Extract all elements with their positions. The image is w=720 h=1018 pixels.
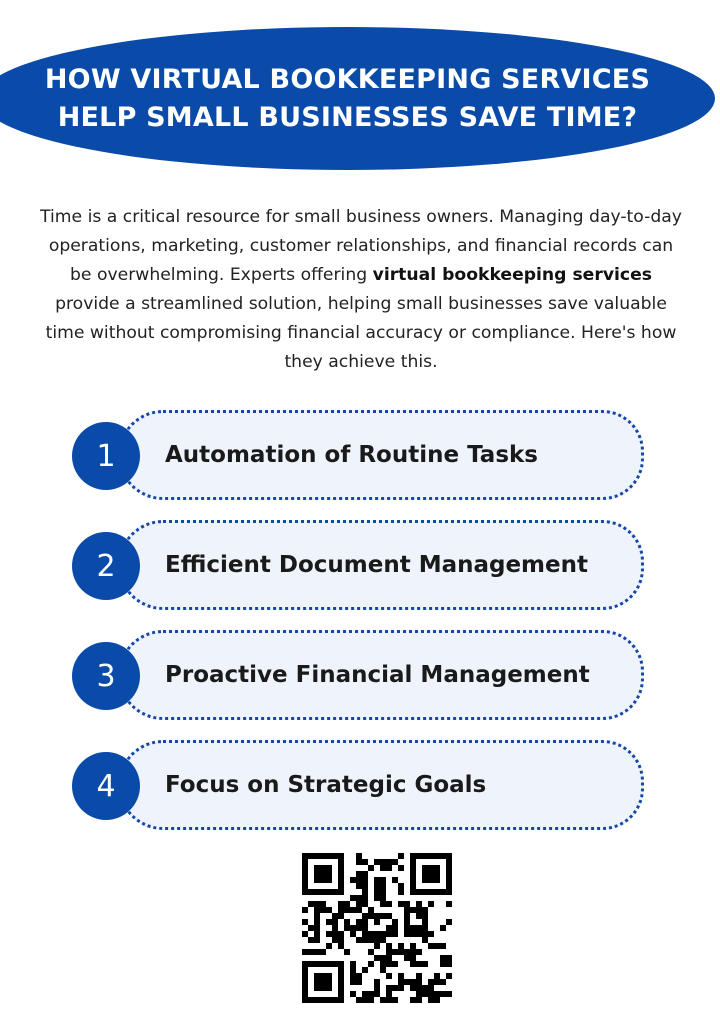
intro-bold-keyword: virtual bookkeeping services: [372, 265, 652, 285]
page-title: [45, 61, 650, 137]
step-number-badge: 3: [72, 642, 140, 710]
qr-code-icon: [302, 853, 452, 1003]
step-label: Proactive Financial Management: [165, 662, 590, 688]
step-label: Focus on Strategic Goals: [165, 772, 487, 798]
step-number-badge: 4: [72, 752, 140, 820]
title-line-2: HELP SMALL BUSINESSES SAVE TIME?: [57, 101, 638, 133]
step-number-badge: 2: [72, 532, 140, 600]
step-item-2: [118, 520, 644, 610]
step-item-3: [118, 630, 644, 720]
title-line-1: HOW VIRTUAL BOOKKEEPING SERVICES: [44, 63, 651, 95]
intro-paragraph: [36, 203, 686, 377]
step-item-1: [118, 410, 644, 500]
title-banner: [0, 27, 715, 170]
intro-text-start: Time is a critical resource for small business owners. Managing day-to-day operations, marketing, customer relationships, and financial records can be overwhelming. Experts offering: [40, 207, 682, 285]
step-label: Automation of Routine Tasks: [165, 442, 538, 468]
step-label: Efficient Document Management: [165, 552, 588, 578]
step-number-badge: 1: [72, 422, 140, 490]
step-item-4: [118, 740, 644, 830]
intro-text-end: provide a streamlined solution, helping small businesses save valuable time without compromising financial accuracy or compliance. Here's how they achieve this.: [45, 294, 677, 372]
